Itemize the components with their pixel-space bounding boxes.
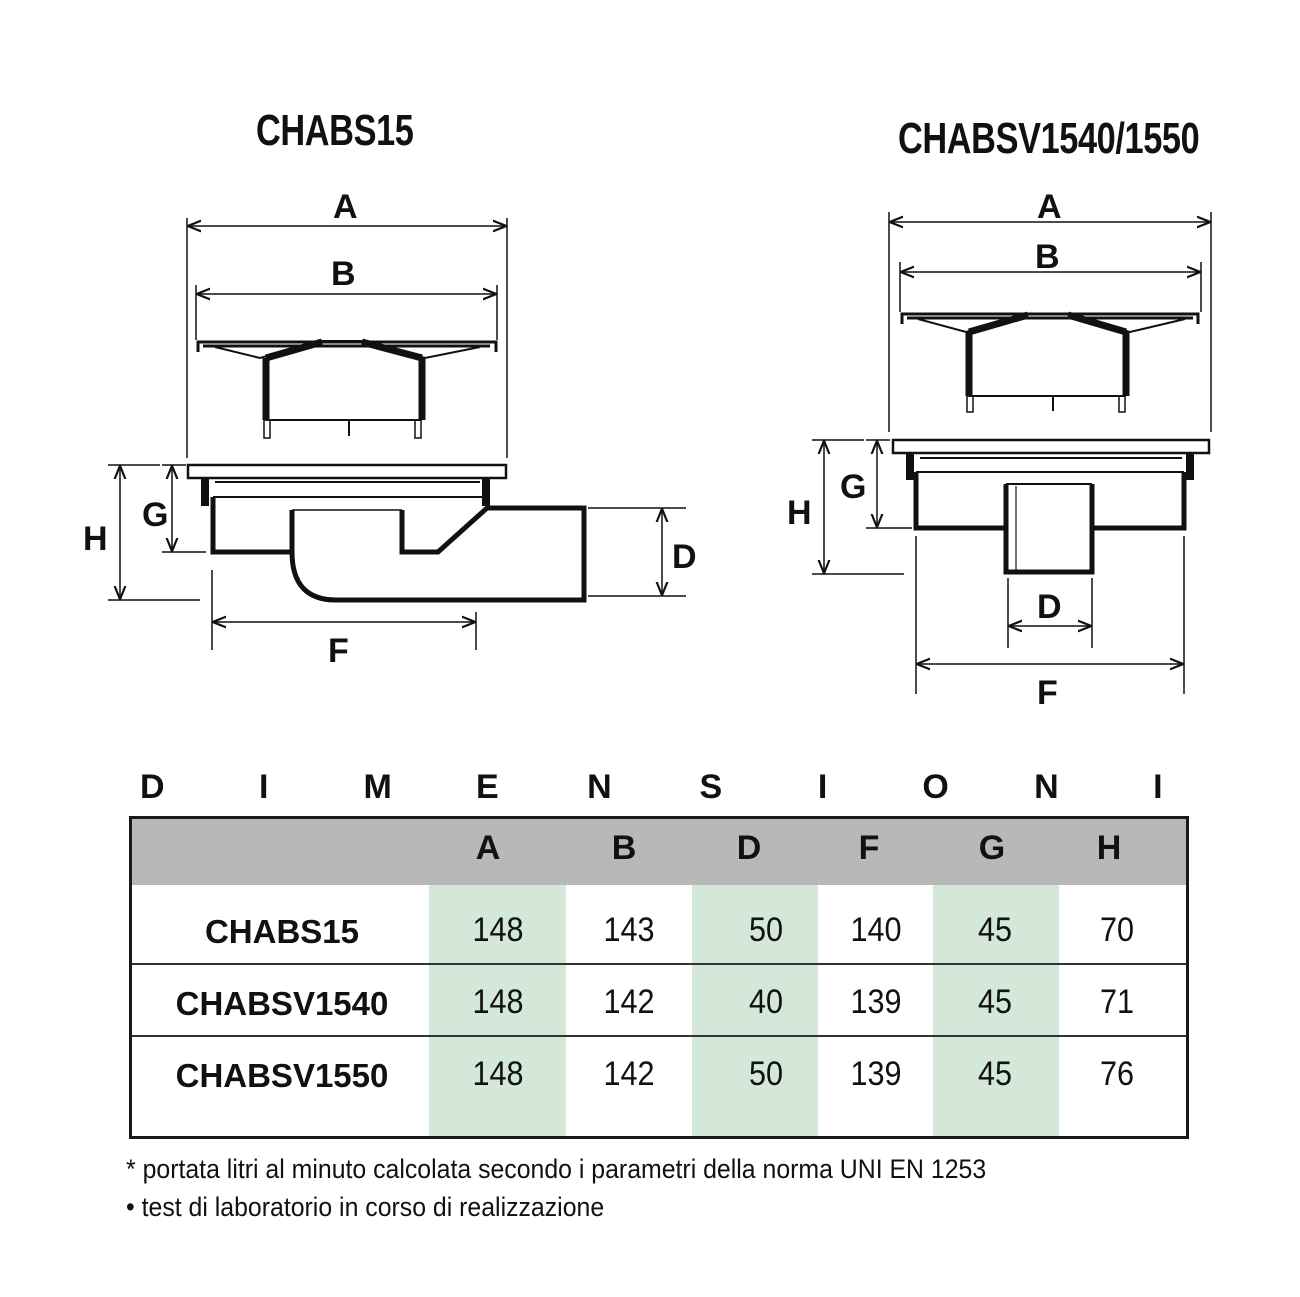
- table-row: [132, 957, 1186, 1029]
- table-row: [132, 885, 1186, 957]
- label-d-right: D: [1037, 588, 1062, 626]
- cell-g: 45: [977, 1055, 1013, 1093]
- label-g-right: G: [840, 468, 867, 506]
- heading-letter: S: [699, 768, 723, 806]
- cell-f: 139: [850, 1055, 902, 1093]
- heading-letter: E: [475, 768, 499, 806]
- label-a-left: A: [333, 188, 358, 226]
- footnotes: [126, 1150, 986, 1226]
- label-h-right: H: [787, 494, 812, 532]
- header-d: D: [736, 829, 762, 867]
- footnote-lab-test: • test di laboratorio in corso di realizzazione: [126, 1192, 605, 1222]
- title-chabsv1540-1550: CHABSV1540/1550: [898, 114, 1200, 163]
- label-b-right: B: [1035, 238, 1060, 276]
- cell-f: 140: [850, 911, 902, 949]
- footnote-flow-rate: * portata litri al minuto calcolata secondo i parametri della norma UNI EN 1253: [126, 1154, 987, 1184]
- cell-d: 50: [748, 911, 784, 949]
- header-a: A: [475, 829, 501, 867]
- cell-d: 50: [748, 1055, 784, 1093]
- label-b-left: B: [331, 255, 356, 293]
- label-f-right: F: [1037, 674, 1058, 712]
- label-a-right: A: [1037, 188, 1062, 226]
- title-chabs15: CHABS15: [256, 106, 414, 155]
- heading-letter: I: [259, 768, 269, 806]
- cell-h: 71: [1099, 983, 1135, 1021]
- label-d-left: D: [672, 538, 697, 576]
- heading-letter: I: [817, 768, 828, 806]
- header-g: G: [978, 829, 1006, 867]
- cell-f: 139: [850, 983, 902, 1021]
- cell-b: 142: [603, 1055, 655, 1093]
- row-name: CHABS15: [204, 913, 360, 950]
- heading-letter: N: [1034, 768, 1059, 806]
- heading-letter: D: [140, 768, 165, 806]
- cell-b: 142: [603, 983, 655, 1021]
- label-f-left: F: [328, 632, 349, 670]
- row-name: CHABSV1550: [175, 1057, 389, 1094]
- cell-h: 76: [1099, 1055, 1135, 1093]
- cell-a: 148: [472, 911, 524, 949]
- header-h: H: [1096, 829, 1122, 867]
- dimensions-table: [129, 816, 1189, 1139]
- table-row: [132, 1029, 1186, 1101]
- cell-a: 148: [472, 983, 524, 1021]
- label-g-left: G: [142, 496, 169, 534]
- heading-letter: I: [1153, 768, 1163, 806]
- cell-d: 40: [748, 983, 784, 1021]
- heading-letter: O: [922, 768, 949, 806]
- header-f: F: [858, 829, 880, 867]
- label-h-left: H: [83, 520, 108, 558]
- heading-letter: M: [363, 768, 392, 806]
- cell-a: 148: [472, 1055, 524, 1093]
- cell-h: 70: [1099, 911, 1135, 949]
- drawing-chabs15: [108, 218, 686, 650]
- header-b: B: [611, 829, 637, 867]
- drawing-chabsv1540-1550: [812, 212, 1211, 694]
- section-heading-dimensioni: [140, 768, 1170, 807]
- cell-b: 143: [603, 911, 655, 949]
- cell-g: 45: [977, 911, 1013, 949]
- row-name: CHABSV1540: [175, 985, 389, 1022]
- heading-letter: N: [587, 768, 612, 806]
- cell-g: 45: [977, 983, 1013, 1021]
